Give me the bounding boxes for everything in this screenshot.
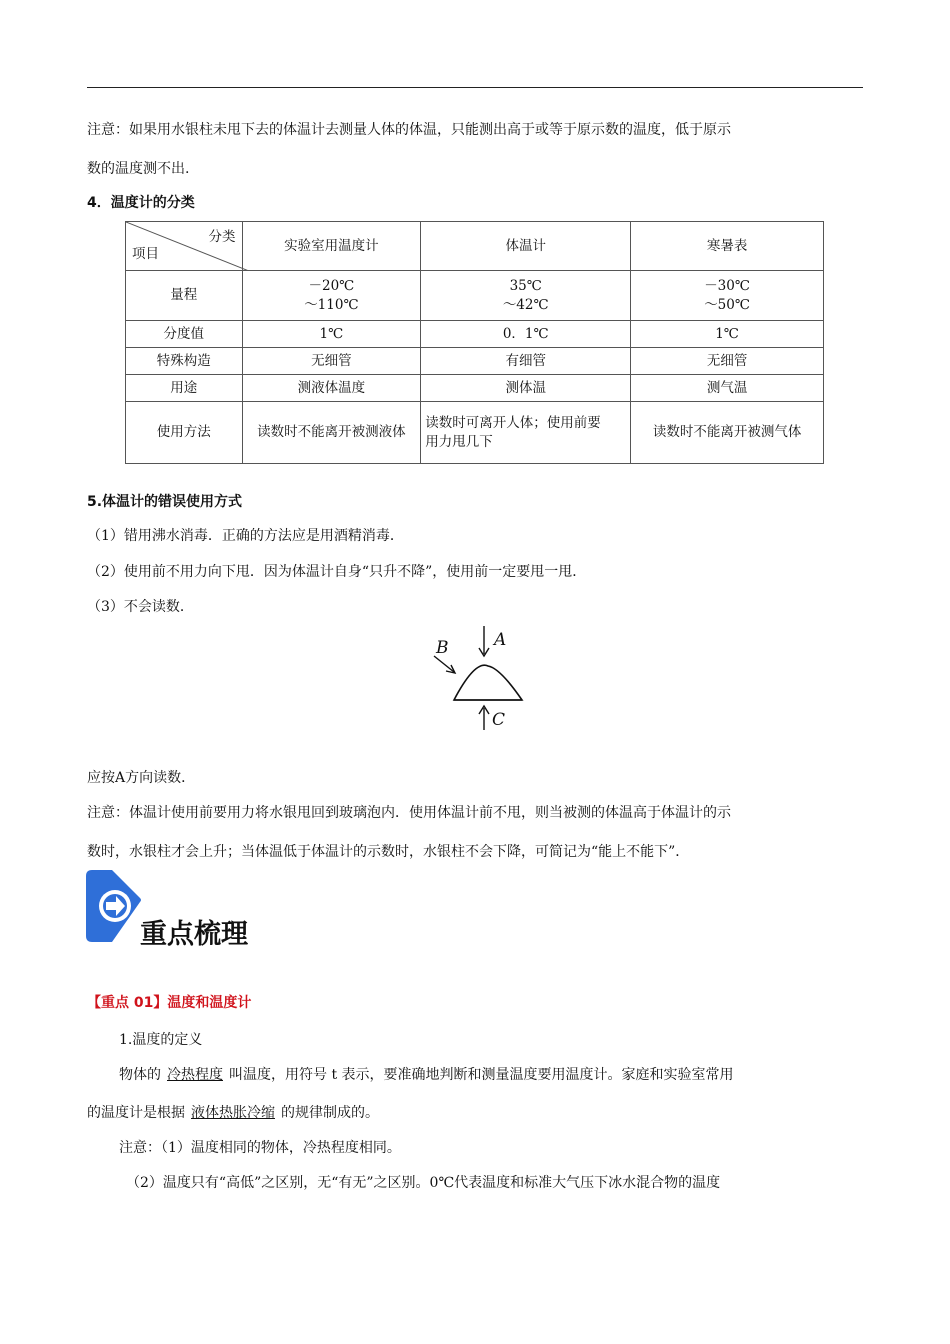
arrow-b-icon [434,656,454,672]
thermometer-reading-figure [420,620,540,744]
table-cell: 1℃ [242,321,421,348]
note2-line2: 数时，水银柱才会上升；当体温低于体温计的示数时，水银柱不会下降，可简记为“能上不能下”． [87,844,690,860]
blank-answer: 冷热程度 [167,1067,223,1083]
list-item: （1）错用沸水消毒．正确的方法应是用酒精消毒． [87,528,404,544]
row-label: 特殊构造 [126,348,243,375]
corner-bottom-label: 项目 [132,246,159,262]
table-cell: 有细管 [421,348,631,375]
corner-top-label: 分类 [208,229,236,245]
key01-heading: 【重点 01】温度和温度计 [87,995,252,1011]
def-paragraph-line2: 的温度计是根据 液体热胀冷缩 的规律制成的。 [87,1105,379,1121]
table-corner-cell [126,222,243,271]
note2-line1: 注意：体温计使用前要用力将水银甩回到玻璃泡内．使用体温计前不甩，则当被测的体温高于体温计的示 [87,805,731,821]
table-cell: 0．1℃ [421,321,631,348]
table-row [126,348,824,375]
table-cell: 无细管 [242,348,421,375]
table-cell: 35℃ ～42℃ [421,271,631,321]
section5-title: 5.体温计的错误使用方式 [87,494,243,510]
note3: 注意：（1）温度相同的物体，冷热程度相同。 [119,1140,401,1156]
row-label: 用途 [126,375,243,402]
table-cell: 读数时不能离开被测液体 [242,402,421,464]
label-c: C [492,710,506,730]
key-section-title: 重点梳理 [140,919,248,950]
header-rule [87,87,863,88]
header-cell: 寒暑表 [631,222,824,271]
read-direction-text: 应按A方向读数． [87,770,196,786]
header-cell: 体温计 [421,222,631,271]
label-a: A [494,630,507,650]
table-cell: 读数时可离开人体；使用前要 用力甩几下 [421,402,631,464]
arrow-circle-icon [86,870,142,944]
note1-line2: 数的温度测不出. [87,161,190,177]
table-row [126,402,824,464]
blank-answer: 液体热胀冷缩 [191,1105,275,1121]
table-cell: －20℃ ～110℃ [242,271,421,321]
table-cell: 1℃ [631,321,824,348]
header-cell: 实验室用温度计 [242,222,421,271]
note4: （2）温度只有“高低”之区别，无“有无”之区别。0℃代表温度和标准大气压下冰水混合物的温度 [126,1175,721,1191]
table-cell: 读数时不能离开被测气体 [631,402,824,464]
table-cell: －30℃ ～50℃ [631,271,824,321]
list-item: （3）不会读数． [87,599,194,615]
row-label: 使用方法 [126,402,243,464]
thermometer-classification-table [125,221,824,464]
def-title: 1.温度的定义 [119,1032,203,1048]
section4-title: 4．温度计的分类 [87,195,195,211]
note1-line1: 注意：如果用水银柱未甩下去的体温计去测量人体的体温，只能测出高于或等于原示数的温度，低于原示 [87,122,731,138]
table-cell: 测体温 [421,375,631,402]
table-cell: 测气温 [631,375,824,402]
label-b: B [436,638,449,658]
table-row [126,321,824,348]
def-paragraph-line1: 物体的 冷热程度 叫温度，用符号 t 表示，要准确地判断和测量温度要用温度计。家庭和实验室常用 [119,1067,734,1083]
table-cell: 无细管 [631,348,824,375]
table-cell: 测液体温度 [242,375,421,402]
row-label: 量程 [126,271,243,321]
table-row [126,375,824,402]
row-label: 分度值 [126,321,243,348]
table-row [126,271,824,321]
list-item: （2）使用前不用力向下甩．因为体温计自身“只升不降”，使用前一定要甩一甩． [87,564,587,580]
